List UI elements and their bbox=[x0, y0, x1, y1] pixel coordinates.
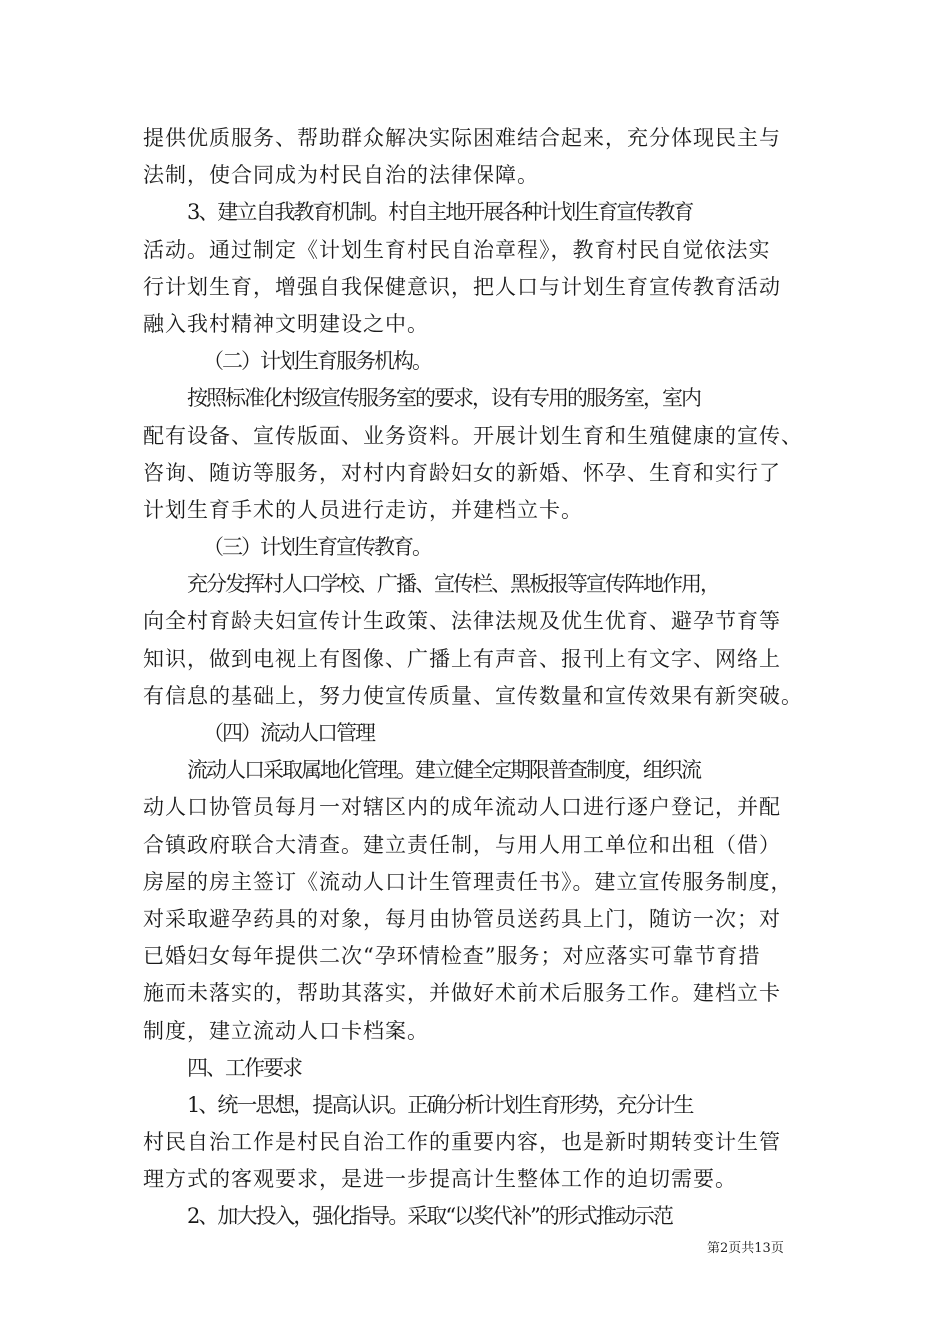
text-line: 融入我村精神文明建设之中。 bbox=[143, 311, 429, 336]
text-line: 咨询、随访等服务，对村内育龄妇女的新婚、怀孕、生育和实行了 bbox=[143, 460, 781, 485]
text-line: 对采取避孕药具的对象，每月由协管员送药具上门，随访一次；对 bbox=[143, 906, 781, 931]
text-line: 施而未落实的，帮助其落实，并做好术前术后服务工作。建档立卡 bbox=[143, 981, 781, 1006]
text-line: 3、建立自我教育机制。村自主地开展各种计划生育宣传教育 bbox=[187, 200, 693, 225]
text-line: 有信息的基础上，努力使宣传质量、宣传数量和宣传效果有新突破。 bbox=[143, 683, 803, 708]
text-line: 提供优质服务、帮助群众解决实际困难结合起来，充分体现民主与 bbox=[143, 126, 781, 150]
text-line: 计划生育手术的人员进行走访，并建档立卡。 bbox=[143, 497, 583, 522]
text-line: 流动人口采取属地化管理。建立健全定期限普查制度，组织流 bbox=[187, 758, 700, 783]
text-line: 合镇政府联合大清查。建立责任制，与用人用工单位和出租（借） bbox=[143, 832, 781, 857]
text-line: 知识，做到电视上有图像、广播上有声音、报刊上有文字、网络上 bbox=[143, 646, 781, 671]
text-line: 动人口协管员每月一对辖区内的成年流动人口进行逐户登记，并配 bbox=[143, 795, 781, 820]
text-line: 按照标准化村级宣传服务室的要求，设有专用的服务室，室内 bbox=[187, 386, 700, 411]
text-line: 制度，建立流动人口卡档案。 bbox=[143, 1018, 429, 1043]
text-line: 活动。通过制定《计划生育村民自治章程》，教育村民自觉依法实 bbox=[143, 237, 771, 262]
text-line: 四、工作要求 bbox=[187, 1055, 301, 1080]
text-line: 已婚妇女每年提供二次“孕环情检查”服务；对应落实可靠节育措 bbox=[143, 944, 761, 969]
text-line: 2、加大投入，强化指导。采取“以奖代补”的形式推动示范 bbox=[187, 1204, 672, 1229]
text-line: 充分发挥村人口学校、广播、宣传栏、黑板报等宣传阵地作用， bbox=[187, 572, 719, 597]
text-line: 村民自治工作是村民自治工作的重要内容，也是新时期转变计生管 bbox=[143, 1130, 781, 1155]
text-line: 配有设备、宣传版面、业务资料。开展计划生育和生殖健康的宣传、 bbox=[143, 423, 803, 448]
text-line: 向全村育龄夫妇宣传计生政策、法律法规及优生优育、避孕节育等 bbox=[143, 609, 781, 634]
text-line: （三）计划生育宣传教育。 bbox=[203, 535, 431, 560]
text-line: 房屋的房主签订《流动人口计生管理责任书》。建立宣传服务制度， bbox=[143, 869, 793, 894]
text-line: 理方式的客观要求，是进一步提高计生整体工作的迫切需要。 bbox=[143, 1167, 737, 1192]
text-line: 法制，使合同成为村民自治的法律保障。 bbox=[143, 163, 539, 188]
text-line: （二）计划生育服务机构。 bbox=[203, 349, 431, 374]
document-body bbox=[143, 120, 808, 1236]
text-line: 1、统一思想，提高认识。正确分析计划生育形势，充分计生 bbox=[187, 1092, 693, 1117]
text-line: （四）流动人口管理 bbox=[203, 721, 374, 745]
text-line: 行计划生育，增强自我保健意识，把人口与计划生育宣传教育活动 bbox=[143, 274, 781, 299]
page-number: 第2页共13页 bbox=[707, 1241, 784, 1256]
